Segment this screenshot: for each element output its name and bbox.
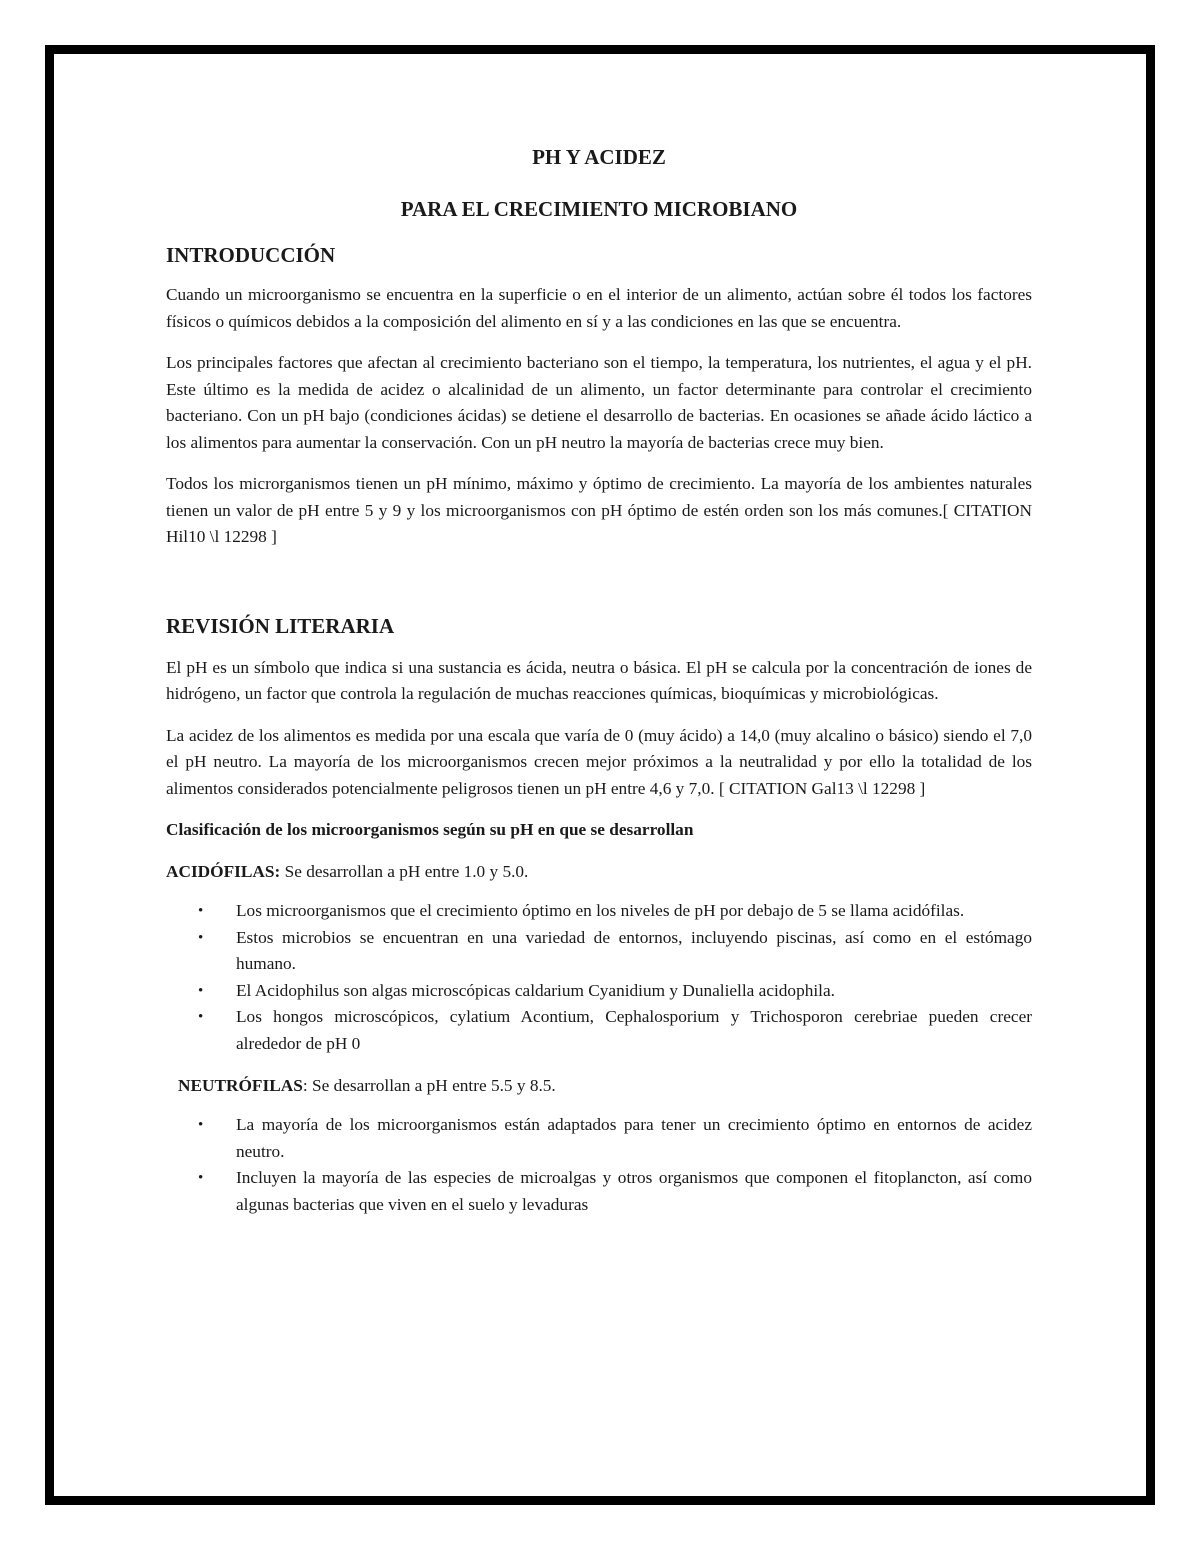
list-item [166,1112,1032,1165]
acidophiles-line [166,859,1032,885]
neutrophiles-text: : Se desarrollan a pH entre 5.5 y 8.5. [302,1076,556,1095]
neutrophiles-line [166,1073,1032,1099]
bullet-icon: • [198,903,204,919]
document-title: PH Y ACIDEZ [532,145,666,169]
acidophiles-list [166,898,1032,1057]
document-subtitle: PARA EL CRECIMIENTO MICROBIANO [400,197,798,221]
bullet-icon: • [198,1009,204,1025]
bullet-icon: • [198,1170,204,1186]
list-item [166,978,1032,1005]
list-item-text: Estos microbios se encuentran en una variedad de entornos, incluyendo piscinas, así como en el estómago humano. [236,927,1032,973]
list-item [166,1004,1032,1057]
neutrophiles-label: NEUTRÓFILAS [178,1076,303,1095]
intro-paragraph-2: Los principales factores que afectan al crecimiento bacteriano son el tiempo, la temperatura, los nutrientes, el agua y el pH. Este último es la medida de acidez o alcalinidad de un alimento, un factor determinante para controlar el crecimiento bacteriano. Con un pH bajo (condiciones ácidas) se detiene el desarrollo de bacterias. En ocasiones se añade ácido láctico a los alimentos para aumentar la conservación. Con un pH neutro la mayoría de bacterias crece muy bien. [166,353,1032,452]
bullet-icon: • [198,982,204,999]
list-item-text: La mayoría de los microorganismos están adaptados para tener un crecimiento óptimo en entornos de acidez neutro. [236,1115,1032,1161]
list-item-text: Incluyen la mayoría de las especies de microalgas y otros organismos que componen el fitoplancton, así como algunas bacterias que viven en el suelo y levaduras [236,1168,1032,1214]
intro-paragraph-1: Cuando un microorganismo se encuentra en la superficie o en el interior de un alimento, actúan sobre él todos los factores físicos o químicos debidos a la composición del alimento en sí y a las condiciones en las que se encuentra. [166,285,1032,331]
list-item [166,898,1032,925]
neutrophiles-list [166,1112,1032,1218]
intro-paragraph-3: Todos los microrganismos tienen un pH mínimo, máximo y óptimo de crecimiento. La mayoría de los ambientes naturales tienen un valor de pH entre 5 y 9 y los microorganismos con pH óptimo de estén orden son los más comunes.[ CITATION Hil10 \l 12298 ] [166,474,1032,546]
list-item-text: Los microorganismos que el crecimiento óptimo en los niveles de pH por debajo de 5 se llama acidófilas. [236,901,965,920]
bullet-icon: • [198,929,204,946]
classification-heading: Clasificación de los microorganismos según su pH en que se desarrollan [166,820,694,839]
list-item [166,925,1032,978]
introduction-heading: INTRODUCCIÓN [166,243,336,267]
list-item-text: El Acidophilus son algas microscópicas caldarium Cyanidium y Dunaliella acidophila. [236,980,835,1000]
document-body [166,140,1032,1218]
list-item-text: Los hongos microscópicos, cylatium Acontium, Cephalosporium y Trichosporon cerebriae pueden crecer alrededor de pH 0 [236,1007,1032,1053]
review-paragraph-1: El pH es un símbolo que indica si una sustancia es ácida, neutra o básica. El pH se calcula por la concentración de iones de hidrógeno, un factor que controla la regulación de muchas reacciones químicas, bioquímicas y microbiológicas. [166,657,1032,703]
review-heading: REVISIÓN LITERARIA [166,613,395,638]
review-paragraph-2: La acidez de los alimentos es medida por una escala que varía de 0 (muy ácido) a 14,0 (muy alcalino o básico) siendo el 7,0 el pH neutro. La mayoría de los microorganismos crecen mejor próximos a la neutralidad y por ello la totalidad de los alimentos considerados potencialmente peligrosos tienen un pH entre 4,6 y 7,0. [ CITATION Gal13 \l 12298 ] [166,725,1032,798]
list-item [166,1165,1032,1218]
acidophiles-label: ACIDÓFILAS: [166,862,281,881]
bullet-icon: • [198,1117,204,1133]
acidophiles-text: Se desarrollan a pH entre 1.0 y 5.0. [280,862,529,881]
